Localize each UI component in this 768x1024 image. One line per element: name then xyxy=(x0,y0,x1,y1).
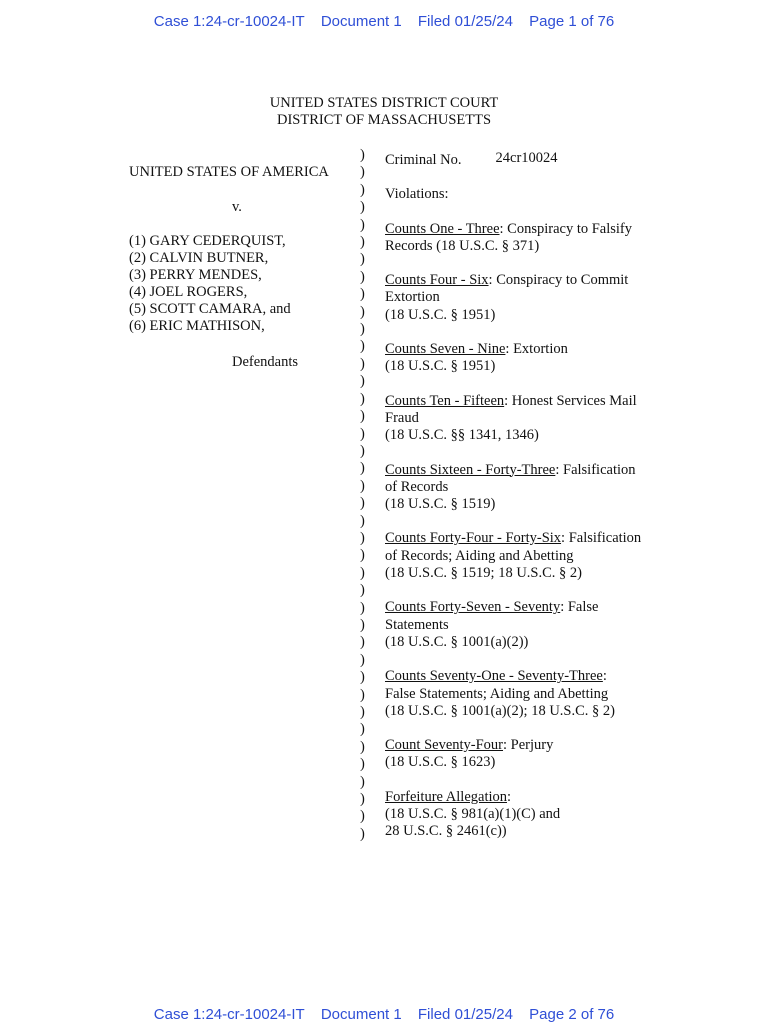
count-block xyxy=(385,462,665,514)
count-description: : Honest Services Mail xyxy=(504,392,637,409)
case-number: Case 1:24-cr-10024-IT xyxy=(153,13,305,30)
count-statute-line: (18 U.S.C. § 1519) xyxy=(385,496,496,513)
count-block xyxy=(385,341,665,376)
count-statute-line: of Records xyxy=(385,478,449,495)
count-statute-line: 28 U.S.C. § 2461(c)) xyxy=(385,823,507,840)
court-name: UNITED STATES DISTRICT COURT xyxy=(269,95,499,111)
count-title: Counts One - Three xyxy=(385,220,500,237)
paren-mark: ) xyxy=(360,477,365,494)
count-heading xyxy=(385,221,665,238)
count-description: : Conspiracy to Falsify xyxy=(499,220,633,237)
page-stamp-footer xyxy=(0,1006,768,1023)
count-description: : Extortion xyxy=(505,341,568,358)
count-statute-line: (18 U.S.C. §§ 1341, 1346) xyxy=(385,427,539,444)
paren-mark: ) xyxy=(360,791,365,808)
paren-mark: ) xyxy=(360,181,365,198)
paren-mark: ) xyxy=(360,704,365,720)
count-statute-line: (18 U.S.C. § 1001(a)(2)) xyxy=(385,633,529,650)
defendants-list xyxy=(129,233,291,335)
defendant-name: (1) GARY CEDERQUIST, xyxy=(129,233,286,249)
count-heading xyxy=(385,599,665,616)
count-title: Counts Seven - Nine xyxy=(385,341,506,358)
count-statute-line: Statements xyxy=(385,616,449,633)
count-title: Counts Forty-Four - Forty-Six xyxy=(385,530,562,547)
paren-mark: ) xyxy=(360,495,365,512)
page-stamp-header xyxy=(0,13,768,30)
criminal-number: 24cr10024 xyxy=(495,150,558,166)
paren-mark: ) xyxy=(360,808,365,825)
defendant-name: (3) PERRY MENDES, xyxy=(129,267,262,283)
court-title xyxy=(0,95,768,129)
defendant-name: (5) SCOTT CAMARA, and xyxy=(129,301,291,317)
count-description: : Conspiracy to Commit xyxy=(488,272,629,289)
paren-mark: ) xyxy=(360,355,365,372)
count-heading xyxy=(385,393,665,410)
criminal-number-label: Criminal No. xyxy=(385,152,462,168)
defendant-name: (6) ERIC MATHISON, xyxy=(129,318,265,334)
count-block xyxy=(385,789,665,841)
paren-mark: ) xyxy=(360,825,365,842)
paren-mark: ) xyxy=(360,234,365,251)
paren-mark: ) xyxy=(360,634,365,651)
count-description: : xyxy=(507,788,512,805)
counts-list xyxy=(385,221,665,841)
count-statute-line: Fraud xyxy=(385,409,419,426)
count-title: Counts Four - Six xyxy=(385,272,489,289)
paren-mark: ) xyxy=(360,669,365,686)
count-heading xyxy=(385,341,665,358)
paren-mark: ) xyxy=(360,199,365,216)
document-number: Document 1 xyxy=(320,13,402,30)
count-block xyxy=(385,737,665,772)
count-heading xyxy=(385,789,665,806)
charges-column xyxy=(385,152,665,841)
count-statute-line: (18 U.S.C. § 1519; 18 U.S.C. § 2) xyxy=(385,565,582,582)
versus: v. xyxy=(232,199,242,215)
count-heading xyxy=(385,668,665,685)
paren-mark: ) xyxy=(360,373,365,390)
paren-mark: ) xyxy=(360,721,365,738)
count-description: : False xyxy=(560,599,599,616)
violations-label: Violations: xyxy=(385,186,449,203)
criminal-number-line xyxy=(385,152,665,169)
count-statute-line: False Statements; Aiding and Abetting xyxy=(385,685,609,702)
defendant-name: (2) CALVIN BUTNER, xyxy=(129,250,269,266)
page-number: Page 2 of 76 xyxy=(529,1006,615,1023)
plaintiff: UNITED STATES OF AMERICA xyxy=(129,164,329,180)
paren-mark: ) xyxy=(360,303,365,320)
paren-mark: ) xyxy=(360,460,365,477)
paren-mark: ) xyxy=(360,216,365,233)
paren-mark: ) xyxy=(360,651,365,668)
count-heading xyxy=(385,272,665,289)
paren-mark: ) xyxy=(360,738,365,755)
paren-mark: ) xyxy=(360,390,365,407)
count-block xyxy=(385,599,665,651)
paren-mark: ) xyxy=(360,321,365,338)
defendant-name: (4) JOEL ROGERS, xyxy=(129,284,248,300)
count-statute-line: (18 U.S.C. § 1623) xyxy=(385,754,496,771)
count-block xyxy=(385,530,665,582)
count-heading xyxy=(385,462,665,479)
count-title: Counts Sixteen - Forty-Three xyxy=(385,461,556,478)
case-number: Case 1:24-cr-10024-IT xyxy=(153,1006,305,1023)
count-block xyxy=(385,668,665,720)
paren-mark: ) xyxy=(360,286,365,303)
count-block xyxy=(385,221,665,256)
count-description: : xyxy=(602,668,607,685)
count-description: : Perjury xyxy=(503,737,554,754)
count-statute-line: (18 U.S.C. § 981(a)(1)(C) and xyxy=(385,806,561,823)
paren-mark: ) xyxy=(360,756,365,773)
paren-mark: ) xyxy=(360,547,365,564)
paren-mark: ) xyxy=(360,442,365,459)
paren-mark: ) xyxy=(360,147,365,163)
paren-mark: ) xyxy=(360,616,365,633)
count-statute-line: of Records; Aiding and Abetting xyxy=(385,547,574,564)
count-description: : Falsification xyxy=(555,461,636,478)
filed-date: Filed 01/25/24 xyxy=(417,13,513,30)
count-title: Counts Forty-Seven - Seventy xyxy=(385,599,561,616)
court-district: DISTRICT OF MASSACHUSETTS xyxy=(276,112,492,128)
count-heading xyxy=(385,530,665,547)
filed-date: Filed 01/25/24 xyxy=(417,1006,513,1023)
document-number: Document 1 xyxy=(320,1006,402,1023)
count-statute-line: (18 U.S.C. § 1001(a)(2); 18 U.S.C. § 2) xyxy=(385,702,615,719)
count-title: Counts Ten - Fifteen xyxy=(385,392,505,409)
count-statute-line: Records (18 U.S.C. § 371) xyxy=(385,237,540,254)
count-title: Forfeiture Allegation xyxy=(385,788,508,805)
count-description: : Falsification xyxy=(561,530,642,547)
paren-mark: ) xyxy=(360,268,365,285)
paren-mark: ) xyxy=(360,338,365,355)
count-heading xyxy=(385,737,665,754)
defendants-label: Defendants xyxy=(232,354,299,370)
paren-mark: ) xyxy=(360,164,365,181)
count-title: Count Seventy-Four xyxy=(385,737,504,754)
paren-mark: ) xyxy=(360,599,365,616)
paren-mark: ) xyxy=(360,251,365,268)
paren-mark: ) xyxy=(360,512,365,529)
paren-mark: ) xyxy=(360,529,365,546)
caption-parentheses xyxy=(360,147,365,843)
count-block xyxy=(385,272,665,324)
count-title: Counts Seventy-One - Seventy-Three xyxy=(385,668,603,685)
count-statute-line: (18 U.S.C. § 1951) xyxy=(385,306,496,323)
count-statute-line: (18 U.S.C. § 1951) xyxy=(385,358,496,375)
paren-mark: ) xyxy=(360,408,365,425)
count-statute-line: Extortion xyxy=(385,289,440,306)
page-number: Page 1 of 76 xyxy=(529,13,615,30)
count-block xyxy=(385,393,665,445)
paren-mark: ) xyxy=(360,582,365,599)
paren-mark: ) xyxy=(360,686,365,703)
paren-mark: ) xyxy=(360,425,365,442)
paren-mark: ) xyxy=(360,564,365,581)
paren-mark: ) xyxy=(360,773,365,790)
